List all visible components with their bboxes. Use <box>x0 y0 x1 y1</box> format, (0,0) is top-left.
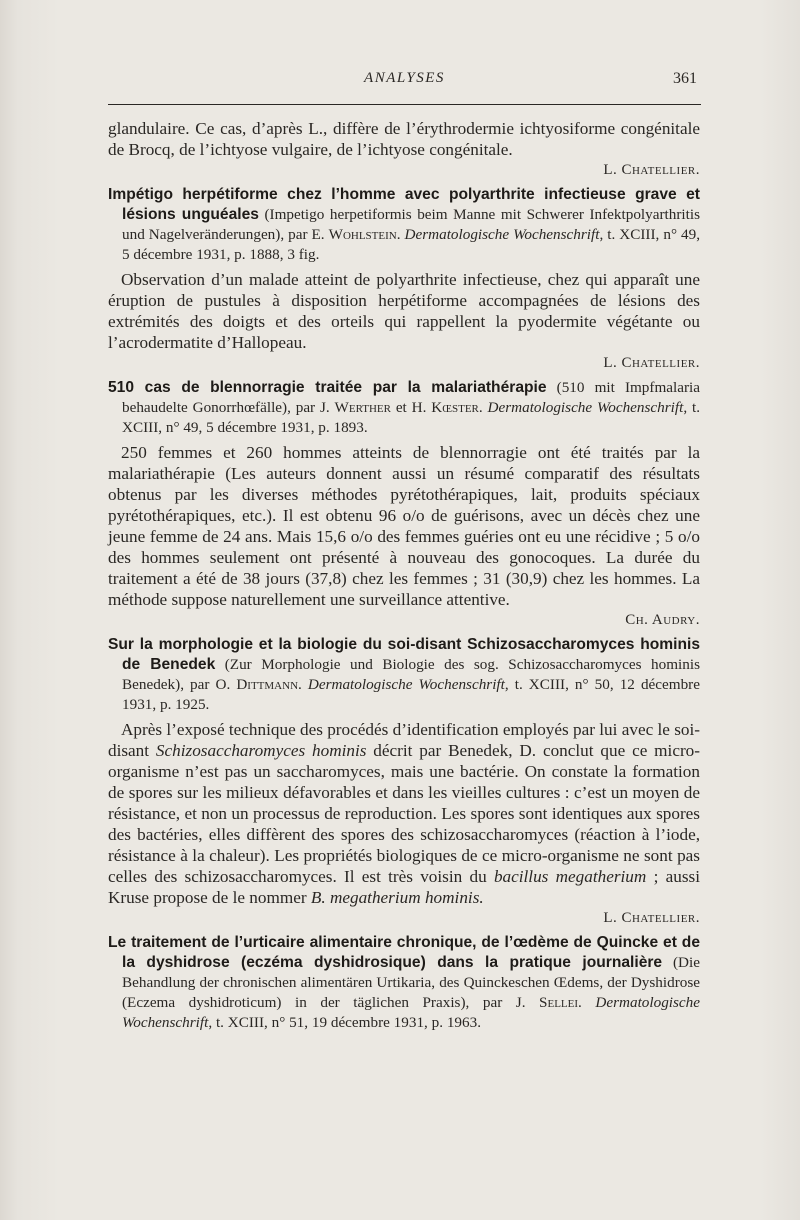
article-1-heading: Impétigo herpétiforme chez l’homme avec polyarthrite infectieuse grave et lésions unguéales (Impetigo herpetiformis beim Manne mit Schwerer Infektpolyarthritis und Nagelveränderungen), par E. Wohlstein. Dermatologische Wochenschrift, t. XCIII, n° 49, 5 décembre 1931, p. 1888, 3 fig. <box>108 186 700 263</box>
page-body <box>108 118 700 1037</box>
article-4-heading: Le traitement de l’urticaire alimentaire chronique, de l’œdème de Quincke et de la dyshidrose (eczéma dyshidrosique) dans la pratique journalière (Die Behandlung der chronischen alimentären Urtikaria, des Quinckeschen Œdems, der Dyshidrose (Eczema dyshidroticum) in der täglichen Praxis), par J. Sellei. Dermatologische Wochenschrift, t. XCIII, n° 51, 19 décembre 1931, p. 1963. <box>108 934 700 1031</box>
header-rule <box>108 104 701 105</box>
article-4-title: Le traitement de l’urticaire alimentaire chronique, de l’œdème de Quincke et de la dyshidrose (eczéma dyshidrosique) dans la pratique journalière <box>108 934 700 971</box>
article-2-body: 250 femmes et 260 hommes atteints de blennorragie ont été traités par la malariathérapie (Les auteurs donnent aussi un résumé comparatif des résultats obtenus par les diverses méthodes pyrétothérapiques, lait, produits spéciaux pyrétothérapiques, etc.). Il est obtenu 96 o/o de guérisons, avec un décès chez une jeune femme de 24 ans. Mais 15,6 o/o des femmes guéries ont eu une récidive ; 5 o/o des hommes seulement ont présenté à nouveau des gonocoques. La durée du traitement a été de 38 jours (37,8) chez les femmes ; 31 (30,9) chez les hommes. La méthode suppose naturellement une surveillance attentive. <box>108 443 700 609</box>
article-2-signature: Ch. Audry. <box>625 612 700 628</box>
article-1-body: Observation d’un malade atteint de polyarthrite infectieuse, chez qui apparaît une éruption de pustules à disposition herpétiforme accompagnées de lésions des extrémités des doigts et des orteils qui rappellent la pyodermite végétante ou l’acrodermatite d’Hallopeau. <box>108 270 700 352</box>
article-1-journal: Dermatologische Wochenschrift <box>404 226 600 243</box>
intro-paragraph: glandulaire. Ce cas, d’après L., diffère de l’érythrodermie ichtyosiforme congénitale de Brocq, de l’ichtyose vulgaire, de l’ichtyose congénitale. <box>108 119 700 159</box>
article-3-body: Après l’exposé technique des procédés d’identification employés par lui avec le soi-disant Schizosaccharomyces hominis décrit par Benedek, D. conclut que ce micro-organisme n’est pas un saccharomyces, mais une bactérie. On constate la formation de spores sur les milieux défavorables et dans les vieilles cultures : c’est un moyen de résistance, et non un processus de reproduction. Les spores sont identiques aux spores des bactéries, elles diffèrent des spores des schizosaccharomyces (réaction à l’iode, résistance à la chaleur). Les propriétés biologiques de ce micro-organisme ne sont pas celles des schizosaccharomyces. Il est très voisin du bacillus megatherium ; aussi Kruse propose de le nommer B. megatherium hominis. <box>108 720 700 907</box>
article-2-title: 510 cas de blennorragie traitée par la malariathérapie <box>108 379 547 396</box>
article-2-journal: Dermatologische Wochenschrift <box>487 399 684 416</box>
article-1-signature: L. Chatellier. <box>603 355 700 371</box>
article-3-title: Sur la morphologie et la biologie du soi-disant Schizosaccharomyces hominis de Benedek <box>108 636 700 673</box>
article-2-author: Werther <box>334 399 391 416</box>
intro-signature: L. Chatellier. <box>603 162 700 178</box>
article-3-heading: Sur la morphologie et la biologie du soi-disant Schizosaccharomyces hominis de Benedek (Zur Morphologie und Biologie des sog. Schizosaccharomyces hominis Benedek), par O. Dittmann. Dermatologische Wochenschrift, t. XCIII, n° 50, 12 décembre 1931, p. 1925. <box>108 636 700 713</box>
page-number: 361 <box>673 70 697 87</box>
article-4-author: Sellei <box>539 994 579 1011</box>
article-3-signature: L. Chatellier. <box>603 910 700 926</box>
article-2-author-2: Kœster <box>431 399 479 416</box>
article-4-journal: Dermatologische Wochenschrift <box>122 994 700 1031</box>
article-3-journal: Dermatologische Wochenschrift <box>307 676 505 693</box>
running-title: ANALYSES <box>364 70 445 86</box>
page-header <box>112 70 697 92</box>
article-3-author: Dittmann <box>236 676 299 693</box>
article-2-heading: 510 cas de blennorragie traitée par la malariathérapie (510 mit Impfmalaria behaudelte Gonorrhœfälle), par J. Werther et H. Kœster. Dermatologische Wochenschrift, t. XCIII, n° 49, 5 décembre 1931, p. 1893. <box>108 379 700 436</box>
article-1-title: Impétigo herpétiforme chez l’homme avec polyarthrite infectieuse grave et lésions unguéales <box>108 186 700 223</box>
article-1-author: Wohlstein <box>328 226 397 243</box>
